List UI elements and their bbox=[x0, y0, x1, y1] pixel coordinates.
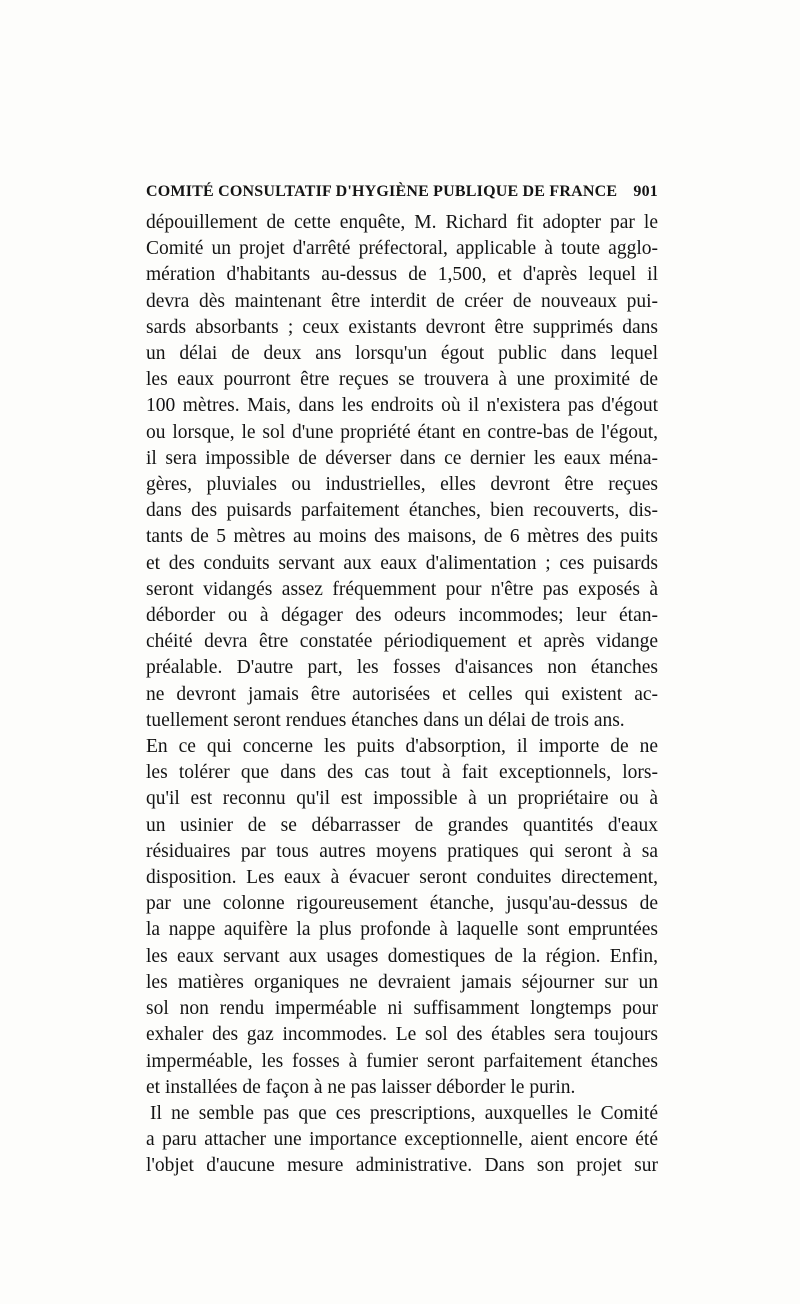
text-line: résiduaires par tous autres moyens pratiques qui seront à sa bbox=[146, 840, 658, 862]
text-line: la nappe aquifère la plus profonde à laquelle sont empruntées bbox=[146, 919, 658, 941]
text-line: tants de 5 mètres au moins des maisons, de 6 mètres des puits bbox=[146, 526, 658, 548]
text-line: chéité devra être constatée périodiquement et après vidange bbox=[146, 631, 658, 653]
text-line: préalable. D'autre part, les fosses d'aisances non étanches bbox=[146, 657, 658, 679]
text-line: disposition. Les eaux à évacuer seront conduites directement, bbox=[146, 867, 658, 889]
text-line: Il ne semble pas que ces prescriptions, auxquelles le Comité bbox=[150, 1102, 658, 1124]
text-line: les matières organiques ne devraient jamais séjourner sur un bbox=[146, 971, 658, 993]
text-line: ne devront jamais être autorisées et celles qui existent ac- bbox=[146, 683, 658, 705]
text-line: tuellement seront rendues étanches dans un délai de trois ans. bbox=[146, 709, 625, 731]
text-line: En ce qui concerne les puits d'absorption, il importe de ne bbox=[146, 736, 658, 758]
text-line: sol non rendu imperméable ni suffisamment longtemps pour bbox=[146, 998, 658, 1020]
text-line: imperméable, les fosses à fumier seront parfaitement étanches bbox=[146, 1050, 658, 1072]
text-line: gères, pluviales ou industrielles, elles devront être reçues bbox=[146, 474, 658, 496]
text-line: ou lorsque, le sol d'une propriété étant en contre-bas de l'égout, bbox=[146, 421, 658, 443]
text-line: qu'il est reconnu qu'il est impossible à un propriétaire ou à bbox=[146, 788, 658, 810]
text-line: dépouillement de cette enquête, M. Richard fit adopter par le bbox=[146, 212, 658, 233]
text-line: et installées de façon à ne pas laisser déborder le purin. bbox=[146, 1076, 576, 1098]
text-line: et des conduits servant aux eaux d'alimentation ; ces puisards bbox=[146, 552, 658, 574]
text-line: seront vidangés assez fréquemment pour n'être pas exposés à bbox=[146, 578, 658, 600]
text-line: les eaux servant aux usages domestiques de la région. Enfin, bbox=[146, 945, 658, 967]
text-line: il sera impossible de déverser dans ce dernier les eaux ména- bbox=[146, 447, 658, 469]
body-text bbox=[146, 210, 658, 1180]
text-line: mération d'habitants au-dessus de 1,500, et d'après lequel il bbox=[146, 264, 658, 286]
text-line: devra dès maintenant être interdit de créer de nouveaux pui- bbox=[146, 290, 658, 312]
text-line: 100 mètres. Mais, dans les endroits où il n'existera pas d'égout bbox=[146, 395, 658, 417]
text-line: Comité un projet d'arrêté préfectoral, applicable à toute agglo- bbox=[146, 238, 658, 260]
text-line: exhaler des gaz incommodes. Le sol des étables sera toujours bbox=[146, 1024, 658, 1046]
text-line: a paru attacher une importance exceptionnelle, aient encore été bbox=[146, 1129, 658, 1151]
text-line: déborder ou à dégager des odeurs incommodes; leur étan- bbox=[146, 605, 658, 627]
text-line: dans des puisards parfaitement étanches, bien recouverts, dis- bbox=[146, 500, 658, 522]
running-head bbox=[146, 183, 658, 201]
text-line: l'objet d'aucune mesure administrative. Dans son projet sur bbox=[146, 1155, 658, 1177]
text-line: les tolérer que dans des cas tout à fait exceptionnels, lors- bbox=[146, 762, 658, 784]
text-line: les eaux pourront être reçues se trouvera à une proximité de bbox=[146, 369, 658, 391]
page-number: 901 bbox=[633, 183, 658, 200]
text-line: sards absorbants ; ceux existants devront être supprimés dans bbox=[146, 316, 658, 338]
text-line: par une colonne rigoureusement étanche, jusqu'au-dessus de bbox=[146, 893, 658, 915]
running-title: COMITÉ CONSULTATIF D'HYGIÈNE PUBLIQUE DE FRANCE bbox=[146, 183, 618, 200]
text-line: un délai de deux ans lorsqu'un égout public dans lequel bbox=[146, 343, 658, 365]
text-line: un usinier de se débarrasser de grandes quantités d'eaux bbox=[146, 814, 658, 836]
